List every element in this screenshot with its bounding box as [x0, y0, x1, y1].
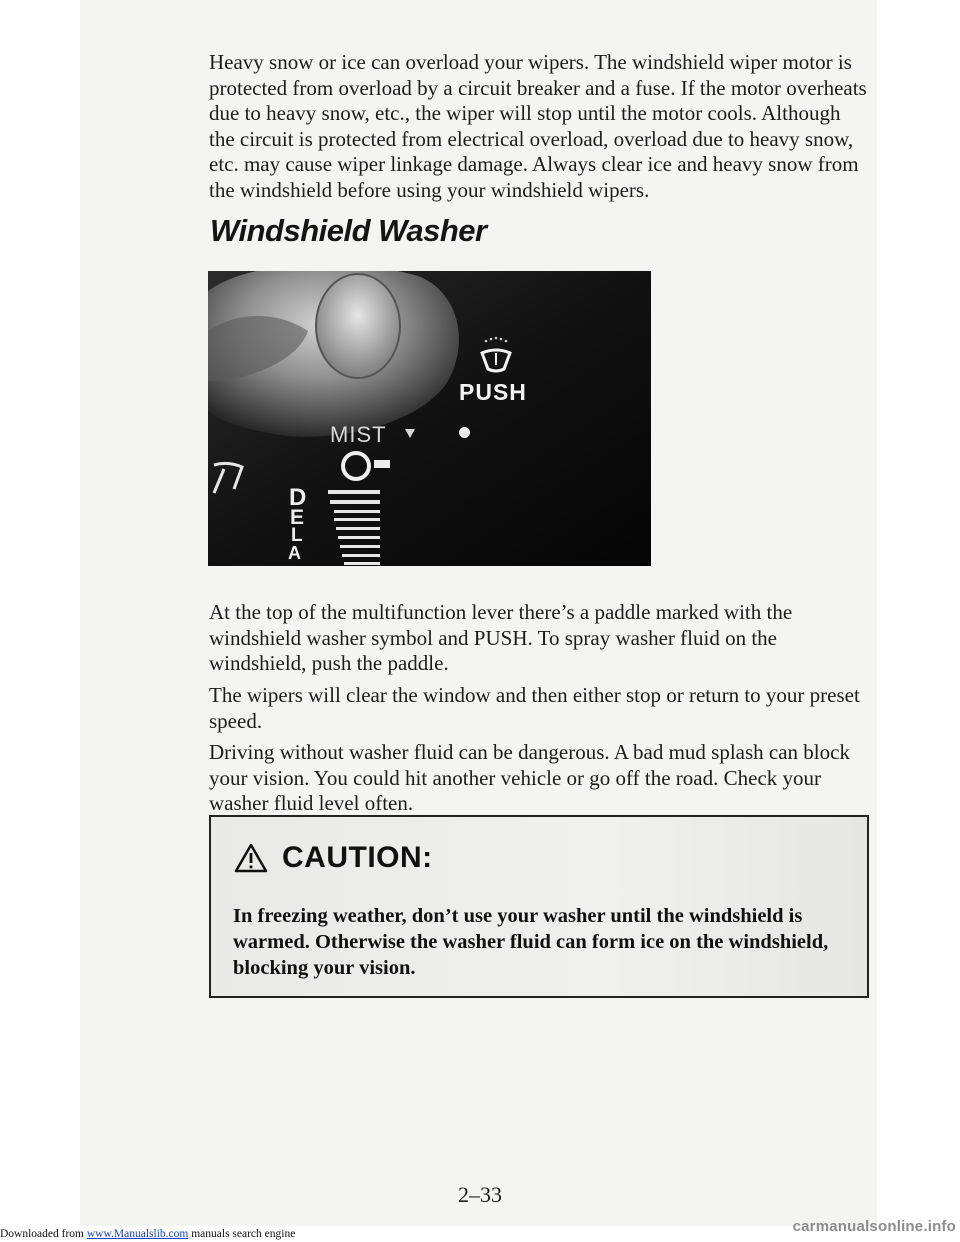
- caution-label: CAUTION:: [282, 841, 433, 874]
- page-number: 2–33: [458, 1182, 502, 1207]
- body-paragraph: The wipers will clear the window and then either stop or return to your preset speed.: [209, 683, 860, 733]
- delay-letter: A: [288, 543, 301, 563]
- delay-letter: L: [291, 525, 303, 546]
- multifunction-lever-photo: [208, 271, 651, 566]
- caution-box: [209, 815, 869, 998]
- download-prefix: Downloaded from: [0, 1228, 87, 1240]
- delay-speed-bars: [326, 486, 386, 566]
- site-watermark: carmanualsonline.info: [792, 1218, 956, 1235]
- caution-header: [234, 841, 433, 875]
- body-paragraph: Driving without washer fluid can be dangerous. A bad mud splash can block your vision. You could hit another vehicle or go off the road. Check your washer fluid level often.: [209, 740, 850, 815]
- push-label: PUSH: [459, 379, 527, 405]
- intro-paragraph: Heavy snow or ice can overload your wipers. The windshield wiper motor is protected from overload by a circuit breaker and a fuse. If the motor overheats due to heavy snow, etc., the wiper will stop until the motor cools. Although the circuit is protected from electrical overload, overload due to heavy snow, etc. may cause wiper linkage damage. Always clear ice and heavy snow from the windshield before using your windshield wipers.: [209, 50, 867, 202]
- caution-text: In freezing weather, don’t use your washer until the windshield is warmed. Otherwise the washer fluid can form ice on the windshield, blocking your vision.: [233, 905, 829, 979]
- mist-triangle-icon: [405, 429, 415, 438]
- download-notice: [0, 1226, 295, 1242]
- delay-letter: E: [290, 506, 305, 529]
- off-bar: [374, 460, 390, 468]
- off-circle-icon: [341, 451, 371, 481]
- washer-spray-icon: [478, 347, 514, 377]
- download-suffix: manuals search engine: [188, 1228, 296, 1240]
- mist-dot: [459, 427, 470, 438]
- mist-label: MIST: [330, 422, 387, 447]
- body-paragraph: At the top of the multifunction lever there’s a paddle marked with the windshield washer symbol and PUSH. To spray washer fluid on the windshield, push the paddle.: [209, 600, 793, 675]
- wiper-icon: [210, 461, 244, 497]
- section-title: Windshield Washer: [210, 213, 487, 248]
- delay-letter: D: [289, 484, 307, 511]
- manualslib-link[interactable]: www.Manualslib.com: [86, 1228, 189, 1240]
- warning-triangle-icon: [234, 843, 268, 873]
